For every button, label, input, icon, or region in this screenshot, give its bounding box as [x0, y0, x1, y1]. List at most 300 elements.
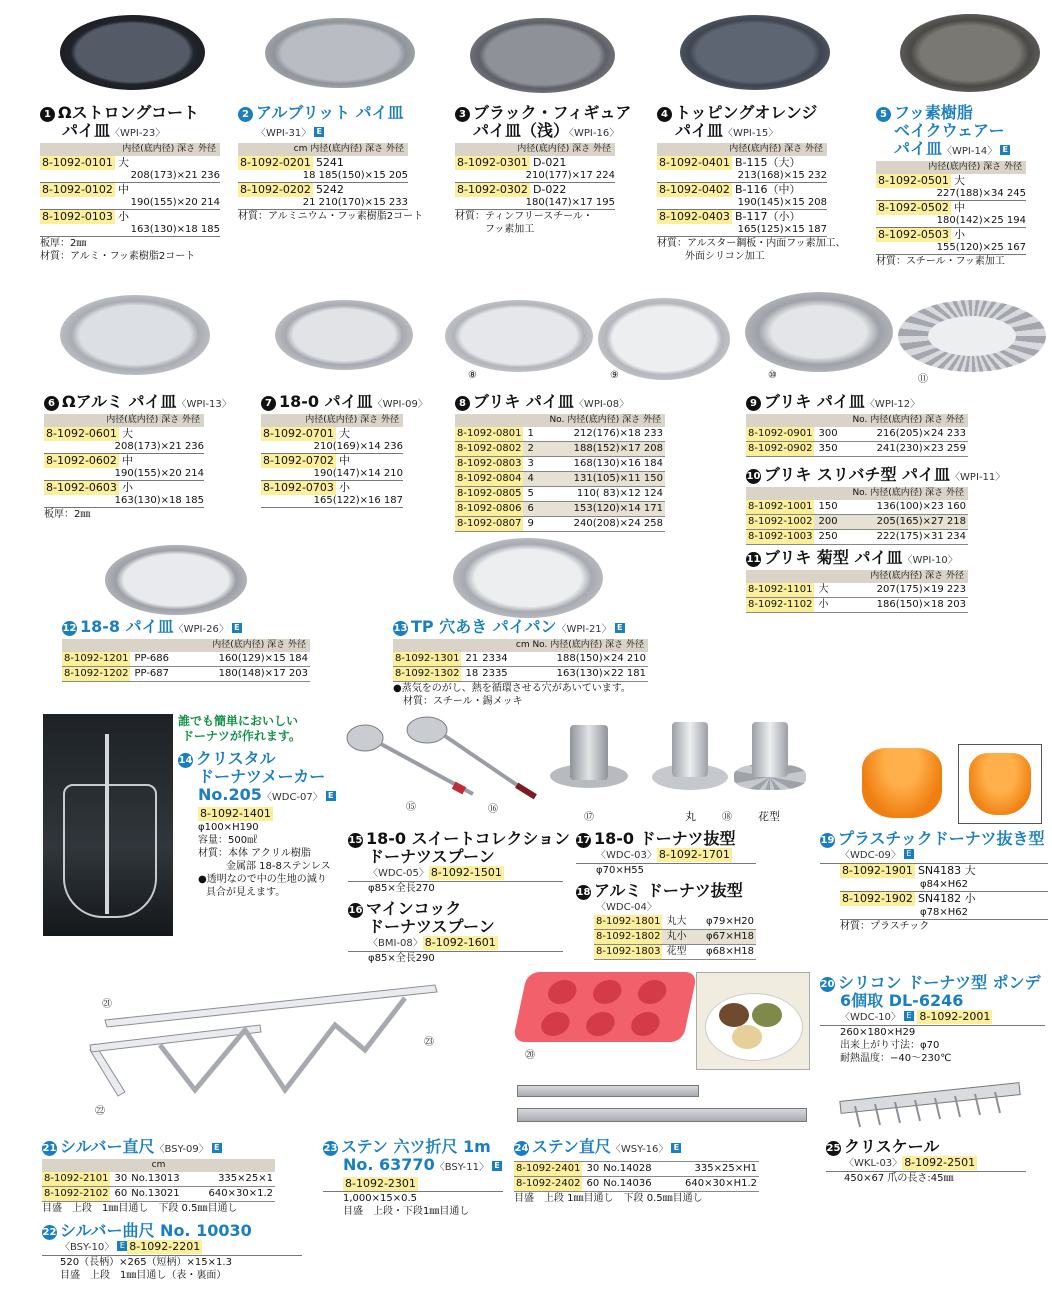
table-header: No. 内径(底内径) 深さ 外径 [746, 487, 968, 500]
note: 材質：アルミ・フッ素樹脂2コート [40, 251, 196, 262]
product-2-title: 2 アルブリット パイ皿 [238, 104, 408, 122]
sku: 8-1092-1802 [596, 931, 661, 942]
product-10-title: 10 ブリキ スリバチ型 パイ皿〈WPI-11〉 [746, 465, 1006, 484]
cell-dim: 640×30×1.2 [208, 1188, 273, 1199]
table-row [876, 174, 1026, 188]
table-row [42, 1172, 275, 1187]
product-14-title: 14 クリスタル [178, 749, 276, 768]
sku: 8-1092-1102 [748, 599, 813, 610]
pie-dish-10-image [745, 292, 893, 372]
table-row [455, 457, 665, 472]
cell-no: 5 [527, 488, 534, 499]
sku: 8-1092-0301 [457, 156, 528, 169]
note: φ70×H55 [596, 865, 644, 876]
table-header: No. 内径(底内径) 深さ 外径 [746, 414, 968, 427]
donut-maker-image [43, 714, 173, 936]
number-badge: 1 [40, 107, 55, 122]
size-label: 大 [953, 174, 965, 187]
silicone-mold-image [513, 972, 698, 1042]
sku: 8-1092-1302 [395, 668, 460, 679]
table-row [657, 183, 827, 197]
table-row [840, 892, 1048, 906]
plastic-cutter-image-2 [958, 744, 1042, 824]
sku: 8-1092-1701 [658, 848, 730, 861]
sku: 8-1092-0402 [659, 183, 730, 196]
product-11 [746, 549, 968, 613]
size-label: 小 [117, 210, 129, 223]
cell-no: 300 [818, 428, 838, 439]
table-row [261, 481, 403, 495]
rulers-image [85, 980, 445, 1120]
sku: 8-1092-1901 [842, 864, 913, 877]
cell-no: No.14036 [603, 1178, 652, 1189]
dimensions: 190(145)×15 208 [657, 197, 827, 210]
cell-no: 大 [818, 584, 829, 595]
table-header: 内径(底内径) 深さ 外径 [746, 570, 968, 583]
image-label-flower: 花型 [758, 810, 780, 823]
table-row [455, 183, 615, 197]
cell-no: 3 [527, 458, 534, 469]
dimensions: 227(188)×34 245 [876, 188, 1026, 201]
sku: 8-1092-0901 [748, 428, 813, 439]
cell-dim: 216(205)×24 233 [876, 428, 966, 439]
product-25-title: 25 クリスケール [826, 1137, 940, 1156]
note: 外面シリコン加工 [685, 251, 765, 262]
sku: 8-1092-1001 [748, 501, 813, 512]
dimensions: φ84×H62 [840, 878, 1048, 892]
product-22: 22 シルバー曲尺 No. 10030 〈BSY-10〉 E 8-1092-2201 520（長柄）×265（短柄）×15×1.3 目盛 上段 1㎜目通し（表・裏面） [42, 1222, 302, 1282]
dimensions: φ78×H62 [840, 906, 1048, 920]
donut-spoons-image [343, 716, 543, 816]
image-marker-20: ⑳ [525, 1050, 535, 1061]
size-label: 5241 [315, 156, 344, 169]
cell-dim: 205(165)×27 218 [876, 516, 966, 527]
product-13-title: 13 TP 穴あき パイパン〈WPI-21〉 E [393, 618, 648, 639]
product-1: 1 Ωストロングコート パイ皿〈WPI-23〉 内径(底内径) 深さ 外径 8-1092-0101 大 208(173)×21 236 8-1092-0102 中 190(155)×20 214 8-1092-0103 小 163(130)×18 185 板厚：2㎜ 材質：アルミ・フッ素樹脂2コート [40, 103, 220, 262]
tagline: 誰でも簡単においしい [178, 714, 299, 728]
donut-cutter-round-image [652, 722, 728, 792]
size-label: B-116（中） [734, 183, 801, 196]
note: 450×67 爪の長さ:45㎜ [844, 1173, 954, 1184]
sku: 8-1092-0503 [878, 228, 949, 241]
sku: 8-1092-1801 [596, 916, 661, 927]
image-label-round: 丸 [685, 810, 696, 823]
cell-dim: φ79×H20 [706, 916, 754, 927]
cell-dim: 188(150)×24 210 [556, 653, 646, 664]
dimensions: 210(177)×17 224 [455, 170, 615, 183]
pie-dish-13-image [453, 538, 603, 618]
image-marker-18: ⑱ [722, 812, 732, 823]
donut-cutter-1701-image [550, 720, 628, 792]
table-row [261, 454, 403, 468]
pie-dish-1-image [60, 15, 205, 90]
table-row [44, 481, 204, 495]
size-label: 大 [338, 427, 350, 440]
note: フッ素加工 [485, 224, 535, 235]
cell-cm: 60 [586, 1178, 600, 1189]
product-6-title: 6 Ωアルミ パイ皿〈WPI-13〉 [44, 393, 204, 414]
dimensions: 165(125)×15 187 [657, 224, 827, 237]
sku: 8-1092-2201 [129, 1240, 201, 1253]
size-label: D-022 [532, 183, 567, 196]
note: 目盛 上段 1㎜目通し 下段 0.5㎜目通し [42, 1203, 238, 1214]
sku: 8-1092-0802 [457, 443, 522, 454]
table-header: cm 内径(底内径) 深さ 外径 [238, 143, 408, 156]
product-8-title: 8 ブリキ パイ皿〈WPI-08〉 [455, 393, 665, 414]
size-label: 小 [121, 481, 133, 494]
pie-dish-7-image [275, 300, 413, 370]
table-header: 内径(底内径) 深さ 外径 [261, 414, 403, 427]
sku: 8-1092-0202 [240, 183, 311, 196]
product-18: 18 アルミ ドーナツ抜型 〈WDC-04〉 8-1092-1801 丸大 φ79×H20 8-1092-1802 丸小 φ67×H18 8-1092-1803 花型 φ68×H18 [576, 882, 756, 960]
size-label: 大 [121, 427, 133, 440]
cell-no: 200 [818, 516, 838, 527]
table-row [594, 945, 756, 960]
note: 260×180×H29 [840, 1027, 916, 1038]
sku: 8-1092-0603 [46, 481, 117, 494]
size-label: 大 [117, 156, 129, 169]
sku: 8-1092-0805 [457, 488, 522, 499]
cell-no: No.13013 [131, 1173, 180, 1184]
pie-dish-9-image [598, 298, 730, 380]
sku: 8-1092-1501 [430, 866, 502, 879]
dimensions: 208(173)×21 236 [44, 441, 204, 454]
table-header: 内径(底内径) 深さ 外径 [62, 639, 310, 652]
cell-label: 丸大 [666, 916, 687, 927]
donut-cutter-flower-image [734, 722, 806, 792]
sku: 8-1092-1401 [200, 807, 271, 820]
product-19-title: 19 プラスチックドーナツ抜き型 [820, 829, 1045, 848]
note: 目盛 上段 1㎜目通し（表・裏面） [60, 1270, 227, 1281]
dimensions: 210(169)×14 236 [261, 441, 403, 454]
sku: 8-1092-2101 [44, 1173, 109, 1184]
sku: 8-1092-0602 [46, 454, 117, 467]
product-25: 25 クリスケール 〈WKL-03〉 8-1092-2501 450×67 爪の長さ:45㎜ [826, 1138, 1026, 1185]
product-24 [514, 1138, 759, 1205]
cell-label: 丸小 [666, 931, 687, 942]
cell-no: 1 [527, 428, 534, 439]
pie-dish-2-image [265, 18, 415, 88]
note: 材質：アルミニウム・フッ素樹脂2コート [238, 211, 424, 222]
product-19: 19 プラスチックドーナツ抜き型 〈WDC-09〉 E 8-1092-1901 SN4183 大 φ84×H62 8-1092-1902 SN4182 小 φ78×H62 材質：プラスチック [820, 830, 1048, 933]
table-row [455, 156, 615, 170]
size-label: 中 [338, 454, 350, 467]
product-3-title: 3 ブラック・フィギュア [455, 104, 615, 122]
donut-plate-image [696, 972, 810, 1070]
table-row [876, 228, 1026, 242]
table-row [40, 210, 220, 224]
table-row [657, 210, 827, 224]
size-label: D-021 [532, 156, 567, 169]
cell-dim: 212(176)×18 233 [573, 428, 663, 439]
image-marker-10: ⑩ [768, 370, 777, 381]
cell-cm: 60 [114, 1188, 128, 1199]
table-row [455, 472, 665, 487]
note: 耐熱温度：−40〜230℃ [840, 1053, 952, 1064]
crisscale-image [835, 1082, 1025, 1132]
table-header: 内径(底内径) 深さ 外径 [455, 143, 615, 156]
model-label: SN4182 小 [917, 892, 976, 905]
product-17: 17 18-0 ドーナツ抜型 〈WDC-03〉 8-1092-1701 φ70×H55 [576, 830, 756, 877]
dimensions: 155(120)×25 167 [876, 242, 1026, 255]
product-9 [746, 393, 968, 457]
table-row [40, 156, 220, 170]
note: φ85×全長270 [368, 883, 435, 894]
note: 材質：スチール・錫メッキ [403, 696, 523, 707]
product-6 [44, 392, 232, 521]
table-header: 内径(底内径) 深さ 外径 [40, 143, 220, 156]
sku: 8-1092-0806 [457, 503, 522, 514]
pie-dish-5-image [900, 14, 1040, 92]
product-5-title: 5 フッ素樹脂 [876, 104, 1026, 122]
note: 容量：500㎖ [198, 835, 258, 846]
note: 出来上がり寸法：φ70 [840, 1040, 940, 1051]
image-marker-11: ⑪ [918, 374, 928, 385]
sku: 8-1092-1101 [748, 584, 813, 595]
note: 板厚：2㎜ [40, 238, 87, 249]
note: 板厚：2㎜ [44, 509, 91, 520]
note: 材質：ティンフリースチール・ [455, 211, 593, 222]
cell-no: 2 [527, 443, 534, 454]
image-marker-23: ㉓ [424, 1037, 434, 1048]
sku: 8-1092-1201 [64, 653, 129, 664]
table-row [746, 583, 968, 598]
product-4: 4 トッピングオレンジ パイ皿〈WPI-15〉 内径(底内径) 深さ 外径 8-1092-0401 B-115（大） 213(168)×15 232 8-1092-0402 B-116（中） 190(145)×15 208 8-1092-0403 B-117（小） 165(125)×15 187 材質：アルスター鋼板・内面フッ素加工、 外面シリコン加工 [657, 103, 846, 262]
sku: 8-1092-2401 [516, 1163, 581, 1174]
table-row [42, 1187, 275, 1202]
table-row [594, 930, 756, 945]
sku: 8-1092-1202 [64, 668, 129, 679]
sku: 8-1092-0102 [42, 183, 113, 196]
sku: 8-1092-2402 [516, 1178, 581, 1189]
product-3: 3 ブラック・フィギュア パイ皿（浅）〈WPI-16〉 内径(底内径) 深さ 外径 8-1092-0301 D-021 210(177)×17 224 8-1092-0302 D-022 180(147)×17 195 材質：ティンフリースチール・ フッ素加工 [455, 103, 632, 235]
cell-no: 2334 [482, 653, 508, 664]
size-label: B-115（大） [734, 156, 801, 169]
table-row [40, 183, 220, 197]
product-16: 16 マインコック ドーナツスプーン 〈BMI-08〉 8-1092-1601 φ85×全長290 [348, 900, 563, 965]
product-9-title: 9 ブリキ パイ皿〈WPI-12〉 [746, 393, 968, 414]
sku: 8-1092-0502 [878, 201, 949, 214]
cell-no: PP-686 [134, 653, 170, 664]
sku: 8-1092-1803 [596, 946, 661, 957]
sku: 8-1092-0803 [457, 458, 522, 469]
dimensions: 18 185(150)×15 205 [238, 170, 408, 183]
size-label: 5242 [315, 183, 344, 196]
cell-dim: 131(105)×11 150 [573, 473, 663, 484]
size-label: 中 [117, 183, 129, 196]
sku: 8-1092-0703 [263, 481, 334, 494]
sku: 8-1092-2102 [44, 1188, 109, 1199]
product-14: 誰でも簡単においしい ドーナツが作れます。 14 クリスタル ドーナツメーカー No.205〈WDC-07〉 E 8-1092-1401 φ100×H190 容量：500㎖ 材質：本体 アクリル樹脂 金属部 18-8ステンレス ●透明なので中の生地の減り 具合が見えます。 [178, 714, 348, 899]
sku: 8-1092-2501 [904, 1156, 976, 1169]
dimensions: 163(130)×18 185 [44, 495, 204, 508]
cell-dim: φ68×H18 [706, 946, 754, 957]
dimensions: 190(155)×20 214 [40, 197, 220, 210]
dimensions: 165(122)×16 187 [261, 495, 403, 508]
pie-dish-8-image [445, 300, 593, 372]
note: 目盛 上段・下段1㎜目通し [343, 1206, 470, 1217]
table-row [514, 1162, 759, 1177]
cell-no: 小 [818, 599, 829, 610]
table-row [393, 652, 648, 667]
note: 目盛 上段 1㎜目通し 下段 0.5㎜目通し [514, 1193, 703, 1204]
cell-no: No.13021 [131, 1188, 180, 1199]
sku: 8-1092-1902 [842, 892, 913, 905]
cell-dim: 168(130)×16 184 [573, 458, 663, 469]
table-row [746, 530, 968, 545]
note: 具合が見えます。 [206, 887, 286, 898]
sku: 8-1092-0701 [263, 427, 334, 440]
product-21 [42, 1138, 275, 1215]
table-header: cm No. 内径(底内径) 深さ 外径 [393, 639, 648, 652]
size-label: 小 [338, 481, 350, 494]
table-row [238, 156, 408, 170]
table-row [261, 427, 403, 441]
sku: 8-1092-1301 [395, 653, 460, 664]
dimensions: 21 210(170)×15 233 [238, 197, 408, 210]
table-row [455, 427, 665, 442]
cell-dim: 335×25×1 [218, 1173, 273, 1184]
sku: 8-1092-0401 [659, 156, 730, 169]
cell-dim: φ67×H18 [706, 931, 754, 942]
product-17-title: 17 18-0 ドーナツ抜型 [576, 829, 736, 848]
dimensions: 180(142)×25 194 [876, 215, 1026, 228]
note: ●蒸気をのがし、熱を循環させる穴があいています。 [393, 683, 631, 694]
product-10 [746, 465, 1006, 545]
product-22-title: 22 シルバー曲尺 No. 10030 [42, 1221, 252, 1240]
image-marker-17: ⑰ [584, 812, 594, 823]
note: 1,000×15×0.5 [343, 1193, 418, 1204]
cell-cm: 30 [114, 1173, 128, 1184]
product-12-title: 12 18-8 パイ皿〈WPI-26〉 E [62, 618, 310, 639]
table-row [44, 454, 204, 468]
table-row [393, 667, 648, 682]
table-row [62, 652, 310, 667]
product-15-title: 15 18-0 スイートコレクション [348, 829, 571, 848]
dimensions: 190(147)×14 210 [261, 468, 403, 481]
image-marker-22: ㉒ [95, 1106, 105, 1117]
sku: 8-1092-0902 [748, 443, 813, 454]
cell-dim: 222(175)×31 234 [876, 531, 966, 542]
size-label: 中 [953, 201, 965, 214]
cell-dim: 163(130)×22 181 [556, 668, 646, 679]
note: 材質：アルスター鋼板・内面フッ素加工、 [657, 238, 846, 249]
cell-dim: 110( 83)×12 124 [576, 488, 663, 499]
sku: 8-1092-0302 [457, 183, 528, 196]
note: 材質：プラスチック [840, 921, 930, 932]
table-header: 内径(底内径) 深さ 外径 [876, 161, 1026, 174]
tagline: ドーナツが作れます。 [182, 729, 301, 743]
cell-dim: 241(230)×23 259 [876, 443, 966, 454]
product-20-title: 20 シリコン ドーナツ型 ポンデ [820, 973, 1041, 992]
cell-no: 4 [527, 473, 534, 484]
note: φ85×全長290 [368, 953, 435, 964]
cell-no: 350 [818, 443, 838, 454]
product-12 [62, 618, 310, 682]
table-row [746, 515, 968, 530]
table-row [746, 427, 968, 442]
pie-dish-6-image [60, 295, 210, 375]
steel-ruler-60-image [517, 1108, 807, 1122]
note: 金属部 18-8ステンレス [226, 861, 331, 872]
table-row [455, 487, 665, 502]
table-row [657, 156, 827, 170]
cell-no: 9 [527, 518, 534, 529]
cell-dim: 640×30×H1.2 [685, 1178, 757, 1189]
size-label: 小 [953, 228, 965, 241]
sku: 8-1092-0201 [240, 156, 311, 169]
product-15: 15 18-0 スイートコレクション ドーナツスプーン 〈WDC-05〉 8-1092-1501 φ85×全長270 [348, 829, 571, 894]
pie-dish-12-image [105, 545, 247, 615]
steel-ruler-30-image [517, 1085, 699, 1097]
note: 材質：本体 アクリル樹脂 [198, 848, 311, 859]
sku: 8-1092-1601 [424, 936, 496, 949]
note: 材質：スチール・フッ素加工 [876, 256, 1005, 267]
cell-dim: 335×25×H1 [694, 1163, 757, 1174]
pie-dish-3-image [470, 18, 615, 93]
product-5: 5 フッ素樹脂 ベイクウェアー パイ皿〈WPI-14〉 E 内径(底内径) 深さ 外径 8-1092-0501 大 227(188)×34 245 8-1092-0502 中 180(142)×25 194 8-1092-0503 小 155(120)×25 167 材質：スチール・フッ素加工 [876, 103, 1026, 267]
table-row [840, 864, 1048, 878]
sku: 8-1092-0702 [263, 454, 334, 467]
dimensions: 190(155)×20 214 [44, 468, 204, 481]
product-1-title: 1 Ωストロングコート [40, 104, 220, 122]
table-row [876, 201, 1026, 215]
sku: 8-1092-0601 [46, 427, 117, 440]
product-13 [393, 618, 648, 708]
image-marker-8: ⑧ [468, 370, 477, 381]
cell-cm: 18 [465, 668, 479, 679]
pie-dish-11-center [928, 316, 1016, 356]
product-20: 20 シリコン ドーナツ型 ポンデ 6個取 DL-6246 〈WDC-10〉 E 8-1092-2001 260×180×H29 出来上がり寸法：φ70 耐熱温度：−40〜230℃ [820, 974, 1045, 1065]
pie-dish-4-image [680, 15, 830, 90]
table-header: No. 内径(底内径) 深さ 外径 [455, 414, 665, 427]
table-row [62, 667, 310, 682]
sku: 8-1092-2301 [345, 1177, 416, 1190]
sku: 8-1092-2001 [919, 1010, 991, 1023]
sku: 8-1092-0403 [659, 210, 730, 223]
image-marker-21: ㉑ [102, 999, 112, 1010]
dimensions: 163(130)×18 185 [40, 224, 220, 237]
cell-dim: 188(152)×17 208 [573, 443, 663, 454]
cell-no: 250 [818, 531, 838, 542]
table-row [455, 502, 665, 517]
table-row [594, 915, 756, 930]
plastic-cutter-image-1 [862, 748, 942, 818]
model-label: SN4183 大 [917, 864, 976, 877]
sku: 8-1092-0804 [457, 473, 522, 484]
product-7-title: 7 18-0 パイ皿〈WPI-09〉 [261, 393, 403, 414]
cell-cm: 21 [465, 653, 479, 664]
product-2: 2 アルブリット パイ皿 〈WPI-31〉 E cm 内径(底内径) 深さ 外径 8-1092-0201 5241 18 185(150)×15 205 8-1092-0202 5242 21 210(170)×15 233 材質：アルミニウム・フッ素樹脂2コート [238, 103, 424, 222]
product-7 [261, 392, 428, 508]
cell-dim: 160(129)×15 184 [218, 653, 308, 664]
product-23-title: 23 ステン 六ツ折尺 1m [323, 1137, 491, 1156]
cell-cm: 30 [586, 1163, 600, 1174]
product-24-title: 24 ステン直尺〈WSY-16〉 E [514, 1138, 759, 1159]
table-header: 内径(底内径) 深さ 外径 [657, 143, 827, 156]
product-4-title: 4 トッピングオレンジ [657, 104, 827, 122]
sku: 8-1092-0101 [42, 156, 113, 169]
dimensions: 208(173)×21 236 [40, 170, 220, 183]
note: φ100×H190 [198, 822, 259, 833]
size-label: B-117（小） [734, 210, 801, 223]
table-row [44, 427, 204, 441]
sku: 8-1092-1003 [748, 531, 813, 542]
table-row [455, 517, 665, 532]
table-row [514, 1177, 759, 1192]
table-row [746, 598, 968, 613]
image-marker-16: ⑯ [488, 804, 498, 815]
